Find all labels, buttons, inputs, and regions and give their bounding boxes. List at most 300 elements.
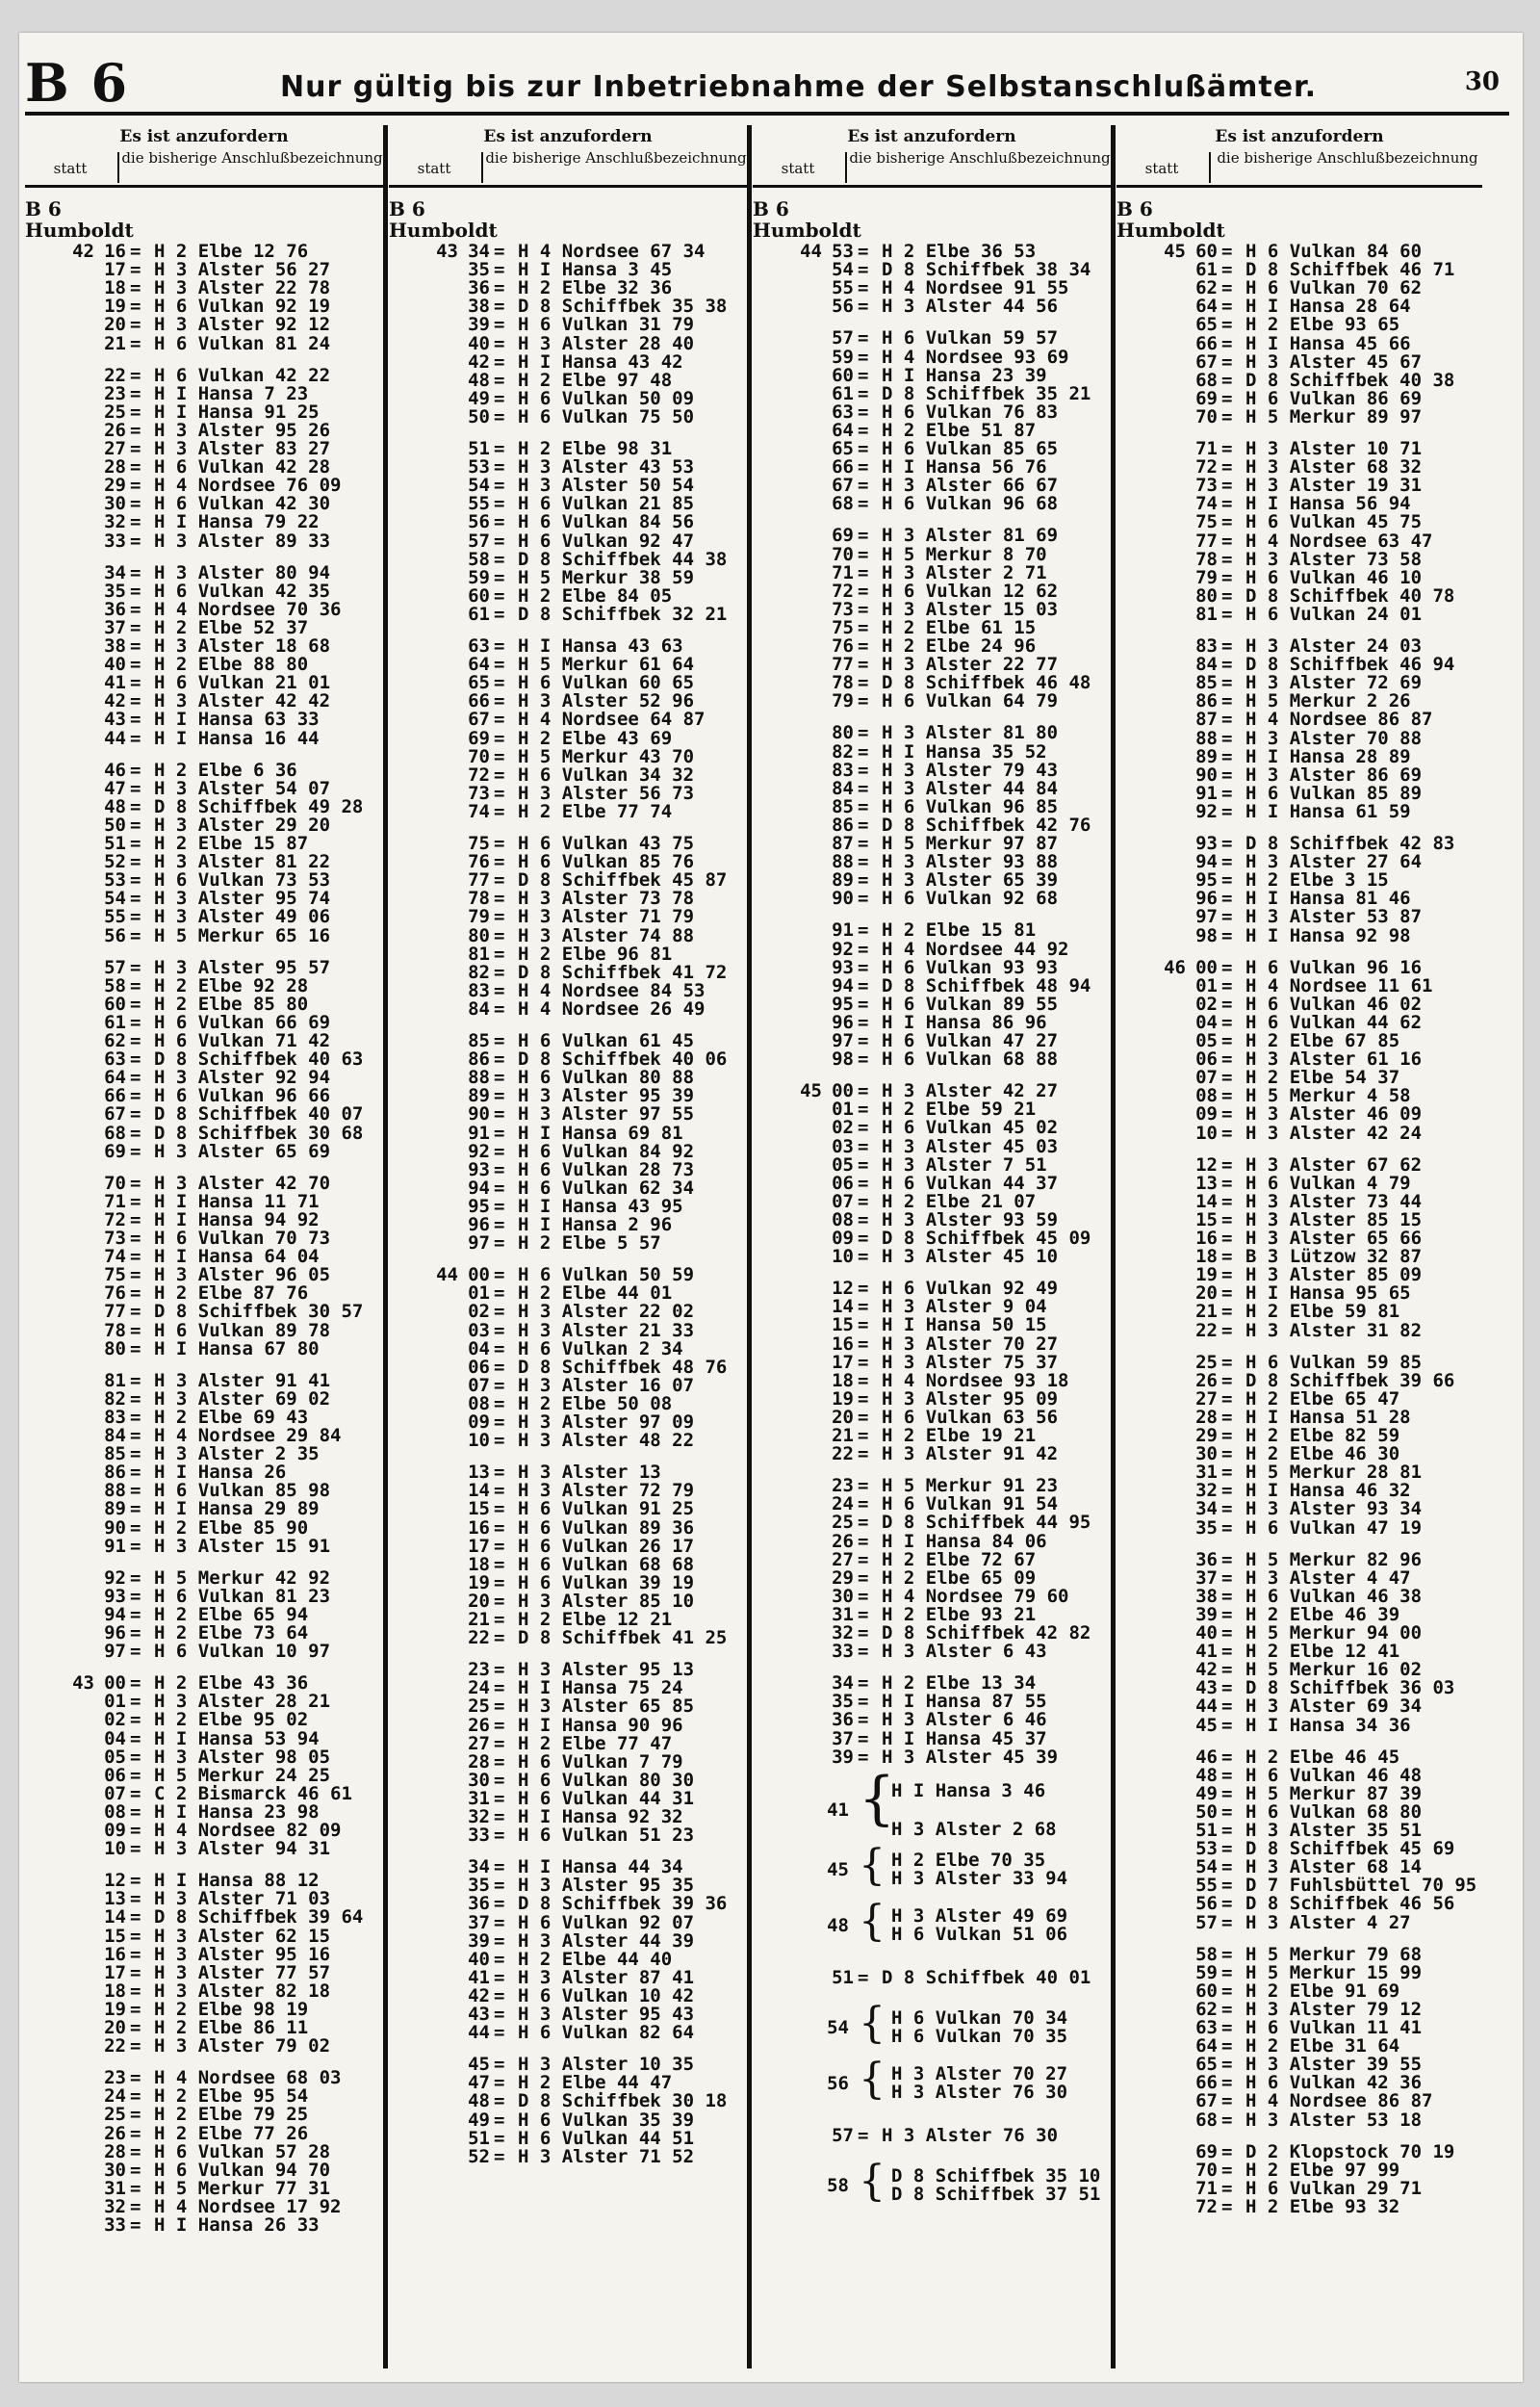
row-target: H 6 Vulkan 66 69	[154, 1011, 331, 1033]
row-equals: =	[130, 1085, 141, 1107]
row-target: H 6 Vulkan 35 39	[518, 2109, 695, 2131]
row-equals: =	[858, 1443, 869, 1465]
table-row	[753, 1643, 1111, 1661]
row-target: H 2 Elbe 44 47	[518, 2072, 673, 2094]
row-equals: =	[1221, 1516, 1233, 1539]
row-target: H 3 Alster 65 69	[154, 1140, 331, 1162]
row-equals: =	[130, 1585, 141, 1607]
row-number: 50	[104, 814, 126, 836]
row-target: H I Hansa 11 71	[154, 1190, 320, 1212]
table-row	[389, 979, 747, 1001]
row-equals: =	[1221, 1622, 1233, 1643]
row-number: 02	[468, 1301, 490, 1323]
row-number: 10	[468, 1430, 490, 1452]
row-target: D 8 Schiffbek 42 82	[882, 1622, 1091, 1643]
row-number: 37	[832, 1727, 854, 1749]
row-target: H I Hansa 84 06	[882, 1530, 1047, 1552]
row-target: H 3 Alster 15 91	[154, 1535, 331, 1557]
row-equals: =	[494, 1769, 505, 1791]
row-equals: =	[858, 974, 869, 996]
row-equals: =	[494, 1085, 505, 1107]
row-number: 06	[1195, 1048, 1218, 1071]
row-equals: =	[858, 722, 869, 744]
row-target: H 6 Vulkan 63 56	[882, 1406, 1059, 1428]
row-equals: =	[858, 1048, 869, 1071]
row-equals: =	[494, 1122, 505, 1144]
table-row	[753, 938, 1111, 960]
row-number: 98	[832, 1048, 854, 1071]
row-equals: =	[858, 1190, 869, 1212]
row-target: D 8 Schiffbek 44 95	[882, 1512, 1091, 1534]
row-number: 33	[104, 2214, 126, 2236]
row-target: D 2 Klopstock 70 19	[1245, 2140, 1455, 2162]
row-number: 89	[1195, 745, 1218, 767]
row-equals: =	[494, 672, 505, 694]
row-target: H 5 Merkur 24 25	[154, 1764, 331, 1786]
table-row	[389, 1140, 747, 1162]
table-row	[389, 766, 747, 785]
row-equals: =	[494, 387, 505, 409]
row-equals: =	[494, 869, 505, 892]
table-row	[25, 1711, 383, 1729]
row-equals: =	[130, 888, 141, 910]
row-number: 20	[104, 314, 126, 336]
row-number: 59	[1195, 1961, 1218, 1983]
row-target: H 6 Vulkan 89 36	[518, 1516, 695, 1539]
row-equals: =	[130, 419, 141, 441]
row-number: 03	[468, 1319, 490, 1341]
table-row	[753, 298, 1111, 316]
row-target: H I Hansa 28 64	[1245, 296, 1411, 318]
table-row	[753, 890, 1111, 908]
row-equals: =	[1221, 1190, 1233, 1212]
row-number: 22	[832, 1443, 854, 1465]
row-target: H 5 Merkur 42 92	[154, 1566, 331, 1589]
row-equals: =	[858, 777, 869, 799]
row-target: H 3 Alster 13	[518, 1462, 661, 1484]
row-target: B 3 Lützow 32 87	[1245, 1246, 1423, 1268]
row-number: 34	[468, 241, 490, 262]
row-equals: =	[494, 511, 505, 533]
row-equals: =	[130, 1228, 141, 1249]
row-equals: =	[1221, 1893, 1233, 1915]
row-equals: =	[1221, 888, 1233, 910]
table-row	[389, 316, 747, 334]
brace-number: 48	[827, 1914, 849, 1936]
row-number: 17	[104, 259, 126, 281]
row-equals: =	[130, 616, 141, 638]
row-number: 84	[104, 1425, 126, 1446]
row-equals: =	[858, 1135, 869, 1157]
row-target: H 6 Vulkan 57 28	[154, 2140, 331, 2162]
row-equals: =	[494, 635, 505, 657]
table-row	[25, 582, 383, 601]
row-equals: =	[494, 1893, 505, 1915]
row-equals: =	[1221, 1961, 1233, 1983]
row-number: 54	[1195, 1856, 1218, 1878]
row-equals: =	[1221, 1838, 1233, 1860]
table-row	[1116, 1153, 1482, 1176]
row-number: 55	[832, 277, 854, 299]
row-target: H 6 Vulkan 92 07	[518, 1911, 695, 1933]
row-target: D 8 Schiffbek 45 69	[1245, 1838, 1455, 1860]
row-equals: =	[858, 1369, 869, 1391]
row-prefix: 43	[72, 1672, 94, 1695]
row-number: 52	[468, 2145, 490, 2167]
row-number: 72	[104, 1208, 126, 1230]
row-number: 21	[832, 1425, 854, 1446]
table-row	[753, 921, 1111, 940]
header-divider	[117, 152, 119, 183]
row-target: H I Hansa 7 23	[154, 382, 309, 404]
table-row	[25, 777, 383, 799]
row-equals: =	[494, 654, 505, 676]
row-number: 62	[1195, 277, 1218, 299]
row-number: 91	[468, 1122, 490, 1144]
row-equals: =	[1221, 1677, 1233, 1699]
row-equals: =	[1221, 1746, 1233, 1768]
row-target: H 2 Elbe 44 40	[518, 1948, 673, 1970]
row-number: 83	[832, 759, 854, 781]
row-target: H 6 Vulkan 12 62	[882, 580, 1059, 602]
row-target: H 3 Alster 67 62	[1245, 1153, 1423, 1176]
table-row	[389, 405, 747, 427]
row-equals: =	[858, 296, 869, 318]
row-number: 57	[832, 327, 854, 349]
row-number: 75	[1195, 511, 1218, 533]
table-row	[753, 1335, 1111, 1354]
row-equals: =	[858, 1011, 869, 1033]
row-equals: =	[858, 1351, 869, 1373]
row-target: H 6 Vulkan 29 71	[1245, 2177, 1423, 2199]
row-target: H 3 Alster 85 15	[1245, 1208, 1423, 1230]
row-target: H 3 Alster 66 67	[882, 475, 1059, 497]
table-row	[389, 1750, 747, 1773]
row-target: H 3 Alster 71 79	[518, 906, 695, 928]
table-row	[25, 993, 383, 1015]
table-row	[389, 711, 747, 729]
row-number: 32	[104, 2195, 126, 2217]
header-divider	[1209, 152, 1211, 183]
row-equals: =	[130, 1691, 141, 1713]
row-number: 53	[832, 241, 854, 262]
row-target: H 3 Alster 42 24	[1245, 1122, 1423, 1144]
row-target: H I Hansa 67 80	[154, 1337, 320, 1359]
row-number: 65	[1195, 314, 1218, 336]
table-row	[389, 1929, 747, 1952]
row-number: 91	[1195, 782, 1218, 804]
table-row	[389, 1948, 747, 1970]
row-number: 61	[832, 382, 854, 404]
table-row	[389, 1374, 747, 1396]
row-equals: =	[130, 1172, 141, 1194]
row-number: 02	[104, 1709, 126, 1731]
row-equals: =	[130, 833, 141, 854]
row-number: 14	[468, 1480, 490, 1502]
row-equals: =	[494, 1282, 505, 1305]
row-number: 61	[468, 603, 490, 625]
row-target: H I Hansa 50 15	[882, 1314, 1047, 1336]
row-target: H 6 Vulkan 10 42	[518, 1984, 695, 2006]
table-row	[25, 1337, 383, 1359]
row-number: 26	[104, 419, 126, 441]
row-number: 23	[104, 382, 126, 404]
row-number: 36	[832, 1709, 854, 1731]
row-number: 68	[1195, 369, 1218, 391]
table-row	[25, 1566, 383, 1589]
table-column	[25, 125, 388, 2368]
row-equals: =	[1221, 1695, 1233, 1718]
row-number: 88	[468, 1067, 490, 1089]
brace-line: H 3 Alster 33 94	[891, 1867, 1068, 1889]
row-equals: =	[1221, 2140, 1233, 2162]
row-number: 88	[832, 851, 854, 873]
row-number: 70	[468, 745, 490, 767]
row-number: 92	[1195, 800, 1218, 822]
row-number: 92	[832, 938, 854, 960]
row-target: H 3 Alster 81 69	[882, 525, 1059, 547]
table-row	[753, 2124, 1111, 2146]
row-equals: =	[858, 1691, 869, 1713]
row-target: H 3 Alster 95 16	[154, 1943, 331, 1965]
row-equals: =	[858, 493, 869, 515]
row-equals: =	[494, 1553, 505, 1575]
row-target: H 3 Alster 53 18	[1245, 2109, 1423, 2131]
row-number: 39	[1195, 1603, 1218, 1625]
table-column	[753, 125, 1116, 2368]
row-equals: =	[858, 938, 869, 960]
table-row	[25, 403, 383, 422]
row-number: 71	[1195, 438, 1218, 459]
row-target: H 3 Alster 71 03	[154, 1888, 331, 1910]
row-target: H 4 Nordsee 82 09	[154, 1820, 342, 1841]
row-number: 80	[832, 722, 854, 744]
table-row	[389, 908, 747, 926]
table-row	[1116, 993, 1482, 1015]
row-number: 39	[832, 1746, 854, 1768]
row-equals: =	[130, 1888, 141, 1910]
row-target: H 2 Elbe 79 25	[154, 2104, 309, 2126]
row-number: 67	[1195, 2090, 1218, 2112]
row-number: 20	[468, 1590, 490, 1612]
row-equals: =	[858, 1603, 869, 1625]
row-equals: =	[1221, 405, 1233, 427]
row-number: 07	[1195, 1067, 1218, 1089]
row-target: H 3 Alster 6 43	[882, 1641, 1047, 1663]
row-number: 76	[832, 635, 854, 657]
row-equals: =	[494, 259, 505, 281]
row-equals: =	[130, 1301, 141, 1323]
table-row	[1116, 369, 1482, 391]
row-equals: =	[494, 782, 505, 804]
row-equals: =	[1221, 1659, 1233, 1681]
row-target: H 3 Alster 95 39	[518, 1085, 695, 1107]
row-number: 58	[468, 548, 490, 570]
row-target: H 4 Nordsee 79 60	[882, 1585, 1069, 1607]
row-number: 66	[104, 1085, 126, 1107]
row-number: 64	[1195, 2035, 1218, 2058]
row-number: 40	[468, 1948, 490, 1970]
row-target: H 3 Alster 92 12	[154, 314, 331, 336]
table-row	[389, 2092, 747, 2110]
row-target: H 3 Alster 93 34	[1245, 1498, 1423, 1520]
row-target: D 8 Schiffbek 40 38	[1245, 369, 1455, 391]
row-equals: =	[858, 1709, 869, 1731]
brace-group	[810, 1896, 1099, 1946]
row-target: H 2 Elbe 36 53	[882, 241, 1037, 262]
row-number: 86	[1195, 690, 1218, 712]
row-equals: =	[1221, 869, 1233, 892]
row-target: H I Hansa 44 34	[518, 1856, 683, 1878]
page-title: Nur gültig bis zur Inbetriebnahme der Selbstanschlußämter.	[280, 70, 1317, 104]
row-target: D 8 Schiffbek 48 94	[882, 974, 1091, 996]
row-equals: =	[130, 1208, 141, 1230]
row-number: 80	[1195, 584, 1218, 607]
row-target: H 6 Vulkan 96 16	[1245, 956, 1423, 978]
row-number: 97	[1195, 906, 1218, 928]
row-equals: =	[1221, 548, 1233, 570]
row-target: H 6 Vulkan 59 85	[1245, 1351, 1423, 1373]
row-target: H 6 Vulkan 80 30	[518, 1769, 695, 1791]
row-equals: =	[1221, 1566, 1233, 1589]
row-equals: =	[494, 1030, 505, 1051]
row-target: H 2 Elbe 91 69	[1245, 1980, 1400, 2002]
row-equals: =	[858, 795, 869, 817]
row-equals: =	[130, 332, 141, 354]
table-row	[389, 1769, 747, 1791]
row-equals: =	[858, 888, 869, 910]
row-number: 85	[104, 1443, 126, 1465]
table-row	[753, 561, 1111, 583]
brace-icon: {	[859, 2054, 886, 2104]
row-equals: =	[494, 548, 505, 570]
row-number: 13	[104, 1888, 126, 1910]
table-row	[25, 1500, 383, 1518]
row-equals: =	[130, 561, 141, 583]
table-row	[25, 598, 383, 620]
row-target: H I Hansa 45 66	[1245, 332, 1411, 354]
header-request-label: Es ist anzufordern	[847, 127, 1016, 146]
row-number: 82	[104, 1387, 126, 1410]
row-equals: =	[130, 690, 141, 712]
table-row	[25, 1319, 383, 1341]
row-number: 41	[468, 1966, 490, 1988]
row-number: 16	[468, 1516, 490, 1539]
brace-line: H 6 Vulkan 70 34	[891, 2006, 1068, 2029]
row-number: 65	[1195, 2054, 1218, 2076]
row-equals: =	[494, 1264, 505, 1286]
row-number: 55	[1195, 1875, 1218, 1897]
row-number: 32	[832, 1622, 854, 1643]
row-equals: =	[494, 1948, 505, 1970]
table-row	[753, 1387, 1111, 1410]
row-number: 78	[468, 888, 490, 910]
row-equals: =	[1221, 566, 1233, 588]
table-row	[25, 1369, 383, 1391]
table-row	[389, 1179, 747, 1198]
row-number: 54	[468, 475, 490, 497]
row-target: H 3 Alster 93 59	[882, 1208, 1059, 1230]
row-target: H 2 Elbe 15 81	[882, 919, 1037, 942]
row-number: 10	[832, 1246, 854, 1268]
row-equals: =	[858, 456, 869, 479]
table-row	[1116, 2111, 1482, 2130]
row-number: 15	[832, 1314, 854, 1336]
row-target: D 8 Schiffbek 42 83	[1245, 833, 1455, 854]
header-previous-label: die bisherige Anschlußbezeichnung	[485, 149, 747, 167]
table-row	[25, 1172, 383, 1194]
row-target: H I Hansa 86 96	[882, 1011, 1047, 1033]
table-row	[1116, 1961, 1482, 1983]
page-number: 30	[1464, 67, 1500, 96]
row-number: 61	[1195, 259, 1218, 281]
row-number: 16	[1195, 1228, 1218, 1249]
row-equals: =	[130, 1980, 141, 2002]
row-number: 71	[832, 561, 854, 583]
row-number: 91	[832, 919, 854, 942]
row-number: 84	[468, 997, 490, 1020]
row-target: D 8 Schiffbek 35 21	[882, 382, 1091, 404]
row-equals: =	[858, 382, 869, 404]
row-number: 24	[832, 1493, 854, 1515]
table-row	[389, 603, 747, 625]
row-target: H 5 Merkur 79 68	[1245, 1943, 1423, 1965]
row-target: D 8 Schiffbek 39 66	[1245, 1369, 1455, 1391]
row-number: 59	[832, 346, 854, 368]
row-number: 09	[468, 1411, 490, 1433]
row-equals: =	[494, 1411, 505, 1433]
row-number: 37	[104, 616, 126, 638]
row-target: H 3 Alster 76 30	[882, 2124, 1059, 2146]
row-number: 75	[832, 616, 854, 638]
row-equals: =	[1221, 1369, 1233, 1391]
row-target: D 8 Schiffbek 46 56	[1245, 1893, 1455, 1915]
row-number: 00	[832, 1080, 854, 1102]
row-target: H 3 Alster 79 12	[1245, 1998, 1423, 2020]
row-equals: =	[1221, 800, 1233, 822]
row-target: H 3 Alster 94 31	[154, 1838, 331, 1860]
row-equals: =	[858, 993, 869, 1015]
row-target: H 6 Vulkan 46 48	[1245, 1764, 1423, 1786]
row-equals: =	[1221, 1425, 1233, 1446]
table-row	[753, 1748, 1111, 1767]
row-target: H 4 Nordsee 86 87	[1245, 709, 1433, 731]
row-equals: =	[130, 709, 141, 731]
row-target: H 3 Alster 44 84	[882, 777, 1059, 799]
row-equals: =	[130, 956, 141, 978]
row-number: 05	[832, 1153, 854, 1176]
row-target: H 3 Alster 69 02	[154, 1387, 331, 1410]
row-number: 63	[832, 401, 854, 423]
row-equals: =	[1221, 906, 1233, 928]
brace-group	[810, 1764, 1099, 1840]
column-body	[753, 191, 1111, 2368]
row-number: 34	[1195, 1498, 1218, 1520]
row-target: H 3 Alster 4 47	[1245, 1566, 1411, 1589]
row-target: H 6 Vulkan 84 60	[1245, 241, 1423, 262]
row-equals: =	[130, 438, 141, 459]
row-target: H 2 Elbe 32 36	[518, 277, 673, 299]
row-target: H 3 Alster 95 13	[518, 1659, 695, 1681]
row-target: H 3 Alster 44 39	[518, 1929, 695, 1952]
row-number: 62	[104, 1030, 126, 1051]
row-number: 17	[104, 1961, 126, 1983]
row-target: H I Hansa 26	[154, 1462, 287, 1484]
row-target: H 3 Alster 75 37	[882, 1351, 1059, 1373]
row-target: H 6 Vulkan 11 41	[1245, 2017, 1423, 2038]
page-header	[25, 52, 1509, 119]
row-equals: =	[130, 2214, 141, 2236]
